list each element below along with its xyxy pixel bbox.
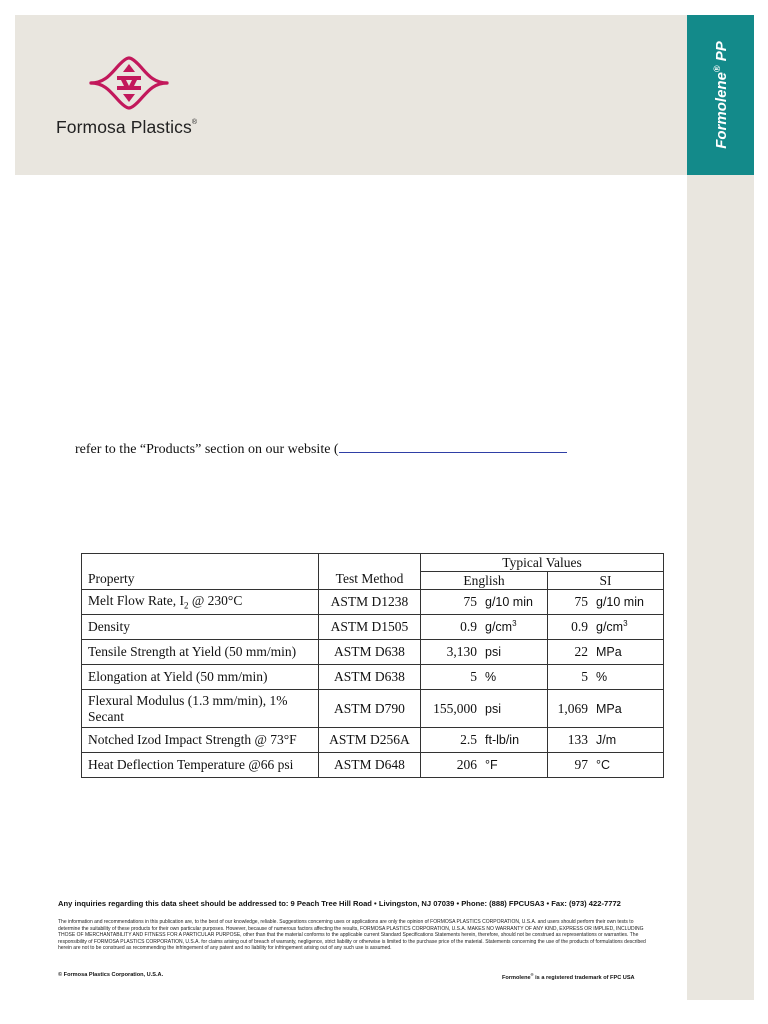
property-name: Tensile Strength at Yield (50 mm/min) (82, 640, 319, 665)
disclaimer-text: The information and recommendations in this publication are, to the best of our knowledge, reliable. Suggestions concerning uses or applications are only the opinion of FORMOSA PLASTICS CORPORATION, U.S.A. and users should perform their own tests to determine the suitability of these products for their own particular purposes. However, because of numerous factors affecting the results, FORMOSA PLASTICS CORPORATION, U.S.A. MAKES NO WARRANTY OF ANY KIND, EXPRESS OR IMPLIED, INCLUDING THOSE OF MERCHANTABILITY AND FITNESS FOR A PARTICULAR PURPOSE, other than that the material conforms to the applicable current Standard Specifications Statements herein, therefore, should not be construed as representations or warranties. The responsibility of FORMOSA PLASTICS CORPORATION, U.S.A. for claims arising out of breach of warranty, negligence, strict liability or otherwise is limited to the purchase price of the material. Statements concerning the use of the products of formulations described herein are not to be construed as recommending the infringement of any patent and no liability for infringement arising out of any such use is assumed. (58, 919, 646, 952)
copyright-text: © Formosa Plastics Corporation, U.S.A. (58, 972, 164, 978)
english-unit: g/10 min (485, 595, 533, 609)
english-unit: ft-lb/in (485, 733, 520, 747)
table-row (82, 615, 664, 640)
company-logo-text: Formosa Plastics® (56, 117, 198, 137)
si-value: 22 (574, 644, 588, 659)
table-row (82, 728, 664, 753)
si-unit: J/m (596, 733, 617, 747)
test-method: ASTM D1238 (319, 590, 421, 615)
table-row (82, 690, 664, 728)
header-property: Property (82, 554, 319, 590)
property-name: Density (82, 615, 319, 640)
english-value: 0.9 (460, 619, 477, 634)
si-unit: g/10 min (596, 595, 644, 609)
properties-table (81, 553, 664, 778)
english-value: 3,130 (446, 644, 477, 659)
si-unit: % (596, 670, 608, 684)
header-si: SI (548, 572, 664, 590)
test-method: ASTM D648 (319, 753, 421, 778)
si-value: 133 (567, 732, 588, 747)
si-value: 75 (574, 594, 588, 609)
test-method: ASTM D1505 (319, 615, 421, 640)
si-unit: $g/cm^3$ (596, 619, 628, 635)
si-value: 97 (574, 757, 588, 772)
si-unit: MPa (596, 645, 622, 659)
website-link[interactable] (339, 441, 567, 453)
english-value: 2.5 (460, 732, 477, 747)
table-row (82, 753, 664, 778)
si-value: 5 (581, 669, 588, 684)
table-row (82, 665, 664, 690)
property-name: Melt Flow Rate, $I_2$ @ 230°C (82, 590, 319, 615)
english-unit: psi (485, 701, 501, 716)
english-unit: °F (485, 758, 498, 772)
english-value: 206 (456, 757, 477, 772)
property-name: Elongation at Yield (50 mm/min) (82, 665, 319, 690)
property-name: Flexural Modulus (1.3 mm/min), 1% Secant (82, 690, 319, 728)
property-name: Heat Deflection Temperature @66 psi (82, 753, 319, 778)
trademark-text: Formolene® is a registered trademark of FPC USA (502, 972, 635, 981)
english-value: 75 (463, 594, 477, 609)
si-unit: °C (596, 758, 611, 772)
si-unit: MPa (596, 701, 622, 716)
product-tab (687, 15, 754, 175)
website-reference: refer to the “Products” section on our website ( (75, 441, 567, 458)
property-name: Notched Izod Impact Strength @ 73°F (82, 728, 319, 753)
table-row (82, 640, 664, 665)
english-unit: % (485, 670, 497, 684)
english-value: 5 (470, 669, 477, 684)
formosa-logo-icon (88, 52, 170, 114)
table-row (82, 590, 664, 615)
test-method: ASTM D790 (319, 690, 421, 728)
english-unit: psi (485, 645, 501, 659)
header-english: English (421, 572, 548, 590)
si-value: 0.9 (571, 619, 588, 634)
test-method: ASTM D638 (319, 665, 421, 690)
header-test-method: Test Method (319, 554, 421, 590)
english-value: 155,000 (433, 700, 477, 716)
english-unit: $g/cm^3$ (485, 619, 517, 635)
test-method: ASTM D256A (319, 728, 421, 753)
header-typical-values: Typical Values (421, 554, 664, 572)
si-value: 1,069 (557, 700, 588, 716)
test-method: ASTM D638 (319, 640, 421, 665)
product-tab-label: Formolene® PP (711, 41, 730, 149)
inquiry-line: Any inquiries regarding this data sheet should be addressed to: 9 Peach Tree Hill Road • Livingston, NJ 07039 • Phone: (888) FPCUSA3 • Fax: (973) 422-7772 (58, 899, 621, 908)
